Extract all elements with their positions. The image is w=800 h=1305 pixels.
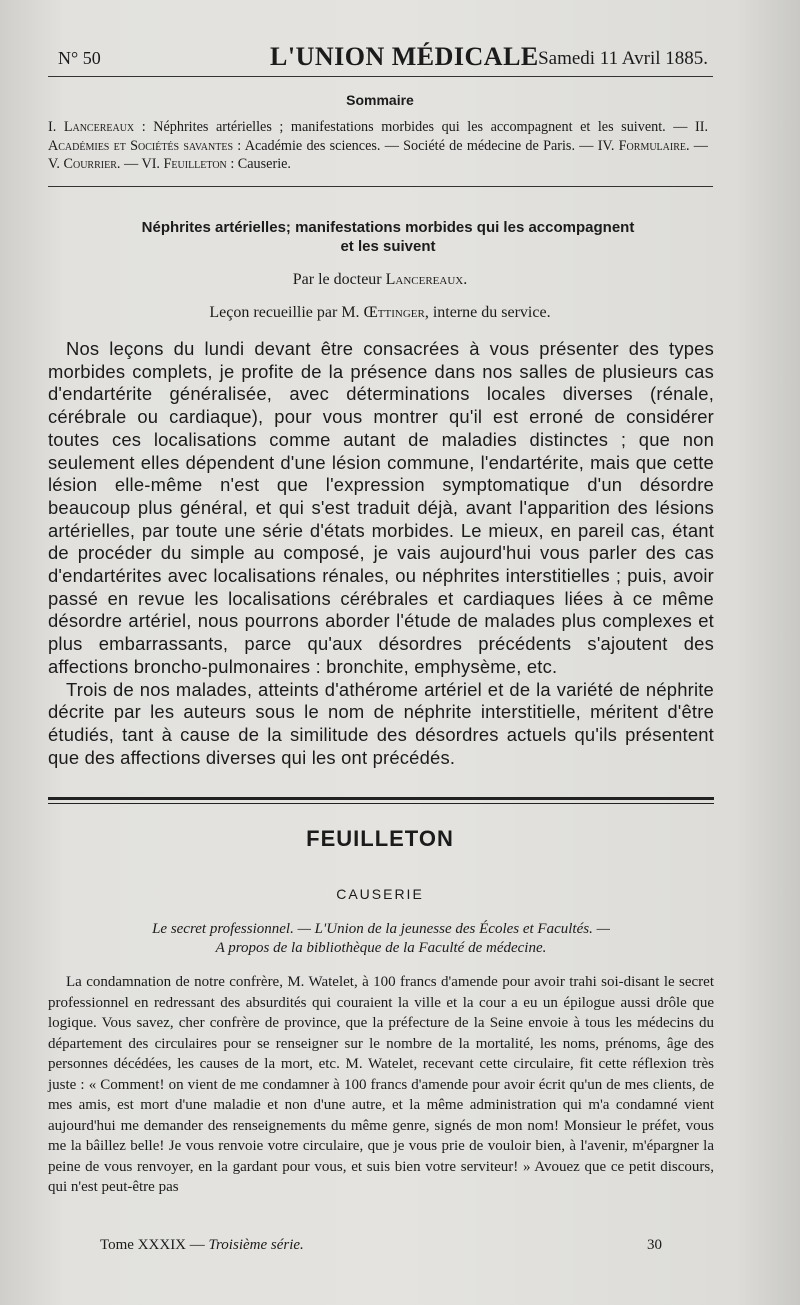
article-body: [48, 338, 714, 769]
lecon-suffix: , interne du service.: [424, 304, 551, 321]
sommaire-text: [48, 118, 708, 174]
sommaire-item-label: I. Lancereaux: [48, 119, 135, 135]
sommaire-item-text: : Causerie.: [226, 156, 291, 172]
lecon-prefix: Leçon recueillie par M.: [209, 304, 364, 321]
subtitle-line: A propos de la bibliothèque de la Faculté de médecine.: [215, 940, 547, 956]
lecon-credit: [0, 304, 760, 322]
serie-label: Troisième série.: [208, 1237, 304, 1253]
tome-label: Tome XXXIX —: [100, 1237, 209, 1253]
sommaire-item-label: Académies et Sociétés savantes: [48, 137, 234, 154]
feuilleton-paragraph: La condamnation de notre confrère, M. Watelet, à 100 francs d'amende pour avoir trahi soi-disant le secret professionnel en redressant des absurdités qui couraient la ville et la cour a eu un épilogue aussi drôle que logique. Vous savez, cher confrère de province, que la préfecture de la Seine envoie à tous les médecins du département des circulaires pour se renseigner sur le nombre de la mortalité, les noms, prénoms, âge des personnes décédées, les causes de la mort, etc. M. Watelet, recevant cette circulaire, fit cette réflexion très juste : « Comment! on vient de me condamner à 100 francs d'amende pour avoir écrit qu'un de mes clients, de mes amis, est mort d'une maladie et non d'une autre, et la même administration qui m'a condamné vient aujourd'hui me demander des renseignements du même genre, signés de mon nom! Monsieur le préfet, vous me la bâillez belle! Je vous renvoie votre circulaire, que je vous prie de vouloir bien, à l'avenir, m'épargner la peine de vous renvoyer, en la gardant pour vous, et suis bien votre serviteur! » Avouez que ce petit discours, qui n'est peut-être pas: [48, 974, 714, 1195]
sommaire-heading: Sommaire: [346, 92, 414, 108]
feuilleton-subtitle: [48, 920, 714, 958]
author-name: Lancereaux.: [385, 271, 468, 288]
sommaire-item-text: : Néphrites artérielles ; manifestations morbides qui les accompagnent et les suivent. — II.: [134, 119, 709, 135]
sommaire-item-text: : Académie des sciences. — Société de médecine de Paris. — IV.: [233, 137, 619, 154]
article-title-line: et les suivent: [340, 238, 436, 255]
tome-info: [100, 1237, 304, 1254]
journal-title: L'UNION MÉDICALE: [270, 42, 539, 71]
sommaire-item-text: — V.: [48, 137, 708, 172]
article-title: [58, 218, 718, 256]
article-title-line: Néphrites artérielles; manifestations morbides qui les accompagnent: [141, 219, 635, 236]
section-divider: [48, 803, 714, 804]
page-header: [58, 40, 708, 76]
subtitle-line: Le secret professionnel. — L'Union de la jeunesse des Écoles et Facultés. —: [152, 921, 610, 937]
section-divider: [48, 797, 714, 800]
header-rule: [48, 76, 713, 77]
byline-prefix: Par le docteur: [292, 271, 386, 288]
issue-date: Samedi 11 Avril 1885.: [538, 48, 708, 69]
sommaire-item-label: Feuilleton: [163, 156, 227, 172]
article-byline: [0, 271, 760, 289]
article-paragraph: Trois de nos malades, atteints d'athérome artériel et de la variété de néphrite décrite par les auteurs sous le nom de néphrite interstitielle, méritent d'être étudiés, tant à cause de la similitude des désordres actuels qu'ils présentent que des affections diverses qui les ont précédés.: [48, 678, 714, 768]
lecon-name: Œttinger: [363, 304, 425, 321]
page-number: 30: [647, 1237, 662, 1253]
issue-number: N° 50: [58, 48, 101, 68]
page-footer: [100, 1237, 662, 1259]
feuilleton-body: [48, 972, 714, 1198]
sommaire-rule: [48, 186, 713, 187]
sommaire-item-label: Courrier.: [63, 156, 121, 172]
sommaire-item-text: — VI.: [120, 156, 164, 172]
article-paragraph: Nos leçons du lundi devant être consacrées à vous présenter des types morbides complets, je profite de la présence dans nos salles de plusieurs cas d'endartérite généralisée, avec déterminations locales diverses (rénale, cérébrale ou cardiaque), pour vous montrer qu'il est erroné de considérer toutes ces localisations comme autant de maladies distinctes ; que non seulement elles dépendent d'une lésion commune, l'endartérite, mais que cette lésion elle-même n'est que l'expression symptomatique d'un désordre beaucoup plus général, et qui s'est traduit déjà, avant l'apparition des lésions artérielles, par toute une série d'états morbides. Le mieux, en pareil cas, étant de procéder du simple au composé, je vais aujourd'hui vous parler des cas d'endartérites avec localisations rénales, ou néphrites interstitielles ; puis, avoir passé en revue les localisations cérébrales et cardiaques liées à ce même désordre artériel, nous pourrons aborder l'étude de malades plus complexes et plus embarrassants, parce qu'aux désordres précédents s'ajoutent des affections broncho-pulmonaires : bronchite, emphysème, etc.: [48, 338, 714, 677]
causerie-heading: CAUSERIE: [336, 886, 424, 902]
feuilleton-heading: FEUILLETON: [306, 826, 454, 851]
sommaire-item-label: Formulaire.: [618, 137, 690, 154]
